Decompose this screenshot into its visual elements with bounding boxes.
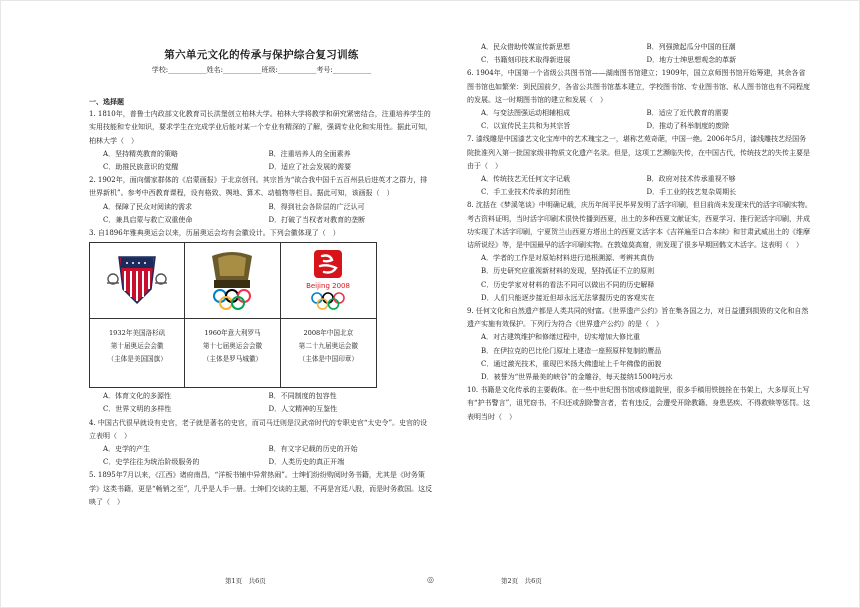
option-a[interactable]: A．体育文化的多源性 bbox=[103, 392, 172, 401]
option-d[interactable]: D．人文精神的互鉴性 bbox=[268, 405, 338, 414]
question-3: 3. 自1896年雅典奥运会以来，历届奥运会均有会徽设计。下列会徽体现了（ ） bbox=[89, 229, 340, 238]
question-10: 10. 书籍是文化传承的主要载体。在一些中世纪图书馆或修道院里，很多手稿用铁链拴在书架上，大多厚页上写有“护书警言”，诅咒窃书、不归还或刮除警言者，若有违反，会遭受开除教籍、身患恶疾、不得救赎等惩罚。这表明当时（ ） bbox=[467, 386, 811, 421]
question-9: 9. 任何文化和自然遗产都是人类共同的财富。《世界遗产公约》旨在集各国之力，对日益遭到损毁的文化和自然遗产实施有效保护。下列行为符合《世界遗产公约》的是（ ） bbox=[467, 307, 809, 329]
option-d[interactable]: D．人们只能逐步接近但却永远无法掌握历史的客观实在 bbox=[481, 293, 655, 302]
option-a[interactable]: A．与变法图强运动相辅相成 bbox=[481, 109, 571, 118]
emblem-caption: 2008年中国北京 bbox=[303, 329, 354, 338]
emblem-caption: （主体是罗马城徽） bbox=[202, 355, 263, 364]
section-heading: 一、选择题 bbox=[89, 97, 124, 106]
option-b[interactable]: B．注重培养人的全面素养 bbox=[268, 149, 351, 158]
emblem-caption: （主体是美国国旗） bbox=[107, 355, 167, 364]
option-c[interactable]: C．书籍刻印技术取得新进展 bbox=[481, 56, 571, 65]
page-number-left: 第1页 共6页 bbox=[225, 577, 266, 585]
option-a[interactable]: A．史学的产生 bbox=[103, 445, 151, 454]
emblem-caption: 第十届奥运会会徽 bbox=[110, 342, 164, 351]
option-c[interactable]: C．兼具启蒙与救亡双重使命 bbox=[103, 215, 193, 224]
question-7: 7. 漆线雕是中国漆艺文化宝库中的艺术瑰宝之一，堪称艺苑奇葩，中国一绝。2006年5月，漆线雕技艺经国务院批准列入第一批国家级非物质文化遗产名录。但是，这项工艺濒临失传，在中国古代，传统技艺的失传主要是由于（ ） bbox=[467, 135, 810, 170]
option-d[interactable]: D．适应了社会发展的需要 bbox=[268, 163, 352, 172]
emblem-cell-2008 bbox=[281, 243, 376, 387]
option-d[interactable]: D．地方士绅思想观念的革新 bbox=[646, 56, 737, 65]
option-c[interactable]: C．历史学家对材料的看法不同可以做出不同的历史解释 bbox=[481, 280, 655, 289]
rome-1960-emblem-icon bbox=[185, 243, 279, 319]
emblem-cell-1932 bbox=[90, 243, 185, 387]
question-9-options bbox=[467, 331, 812, 384]
option-c[interactable]: C．通过激光技术，重现巴米扬大佛遗址上千年佛像的面貌 bbox=[481, 359, 662, 368]
question-1: 1. 1810年，普鲁士内政部文化教育司长洪堡创立柏林大学。柏林大学将教学和研究紧密结合，注重培养学生的实用技能和专业知识，要求学生在完成学业后能对某一个专业有精深的了解，强调专业化和实用性。据此可知，柏林大学（ ） bbox=[89, 110, 432, 145]
option-d[interactable]: D．手工业的技艺复杂周期长 bbox=[646, 188, 737, 197]
option-c[interactable]: C．以宣传民主共和为其宗旨 bbox=[481, 122, 571, 131]
option-a[interactable]: A．传统技艺无任何文字记载 bbox=[481, 175, 571, 184]
option-b[interactable]: B．在伊拉克的巴比伦门原址上建造一座照原样复制的赝品 bbox=[481, 346, 662, 355]
emblem-cell-1960 bbox=[185, 243, 280, 387]
question-3-options bbox=[89, 390, 434, 416]
question-5: 5. 1895年7月以来，《江西》诸府南昌，“洋板书铺中异常热闹”。士绅们纷纷购阅时务书籍，尤其是《时务策学》这类书籍，更是“畅销之至”，几乎是人手一册。士绅们交谈的主题，不再是宫廷八股，而是时务救国。这反映了（ ） bbox=[89, 471, 433, 506]
question-8: 8. 沈括在《梦溪笔谈》中明确记载，庆历年间平民毕昇发明了活字印刷，但目前尚未发现宋代的活字印刷实物。考古资料证明，当时活字印刷术很快传播到西夏，出土的多种西夏文献证实，西夏学习、推行泥活字印刷，并成功实现了木活字印刷，宁夏贺兰山西夏方塔出土的西夏文活字本《吉祥遍至口合本续》和甘肃武威出土的《维摩诘所说经》等，是中国最早的活字印刷实物。在敦煌莫高窟，则发现了很多早期回鹘文木活字。这表明（ ） bbox=[467, 201, 812, 250]
option-d[interactable]: D．推动了科举制度的废除 bbox=[646, 122, 730, 131]
option-b[interactable]: B．有文字记载的历史的开始 bbox=[268, 445, 358, 454]
question-6-options bbox=[467, 107, 812, 133]
right-column bbox=[467, 41, 812, 424]
option-a[interactable]: A．保障了民众对阅读的需求 bbox=[103, 202, 193, 211]
option-d[interactable]: D．打破了当权者对教育的垄断 bbox=[268, 215, 366, 224]
emblem-caption: （主体是中国印章） bbox=[298, 355, 358, 364]
emblem-caption: 1960年意大利罗马 bbox=[204, 329, 261, 338]
question-1-options bbox=[89, 148, 434, 174]
option-c[interactable]: C．助推民族意识的觉醒 bbox=[103, 163, 179, 172]
option-b[interactable]: B．历史研究应重视新材料的发现，坚持孤证不立的原则 bbox=[481, 267, 655, 276]
student-info-line: 学校:___________姓名:___________班级:___________考号:___________ bbox=[151, 66, 372, 74]
question-4: 4. 中国古代很早就设有史官，老子就是著名的史官，而司马迁则是汉武帝时代的专职史官“太史令”。史官的设立表明（ ） bbox=[89, 418, 428, 440]
page-mark-icon: ◎ bbox=[427, 575, 434, 584]
option-d[interactable]: D．被誉为“世界最美的峡谷”的金雕谷，每天接纳1500吨污水 bbox=[481, 373, 673, 382]
emblem-table bbox=[89, 242, 377, 388]
option-c[interactable]: C．史学往往为统治阶级服务的 bbox=[103, 458, 200, 467]
emblem-caption: 第十七届奥运会会徽 bbox=[202, 342, 263, 351]
question-5-options bbox=[467, 41, 812, 67]
option-a[interactable]: A．学者的工作是对原始材料进行追根溯源、考辨其真伪 bbox=[481, 254, 655, 263]
page-number-right: 第2页 共6页 bbox=[501, 577, 542, 585]
option-a[interactable]: A．对古建筑维护和修缮过程中，切实增加大修比重 bbox=[481, 333, 641, 342]
option-a[interactable]: A．民众借助传媒宣传新思想 bbox=[481, 43, 571, 51]
left-column bbox=[89, 95, 434, 509]
question-4-options bbox=[89, 443, 434, 469]
question-8-options bbox=[467, 252, 812, 305]
option-b[interactable]: B．列强掀起瓜分中国的狂潮 bbox=[646, 43, 736, 51]
option-b[interactable]: B．政府对技术传承重视不够 bbox=[646, 175, 736, 184]
question-2: 2. 1902年，面向儒家群体的《启蒙画报》于北京创刊。其宗旨为“欲合我中国千五百州县后进英才之群力，排世界新机”。参考中西教育课程，设有格致、舆地、算术、动植物等栏目。据此可知，该画报（ ） bbox=[89, 176, 428, 198]
emblem-caption: 1932年美国洛杉矶 bbox=[108, 329, 166, 338]
option-b[interactable]: B．适应了近代教育的需要 bbox=[646, 109, 729, 118]
option-b[interactable]: B．不同制度的包容性 bbox=[268, 392, 337, 401]
beijing-2008-logo-text: Beijing 2008 bbox=[306, 281, 351, 290]
question-6: 6. 1904年，中国第一个省级公共图书馆——湖南图书馆建立；1909年，国立京师图书馆开始筹建，其余各省图书馆也如繁荣：到民国前夕，各省公共图书馆基本建立，学校图书馆、专业图书馆、私人图书馆也有不同程度的发展。这一时期图书馆的建立和发展（ ） bbox=[467, 69, 810, 104]
beijing-2008-emblem-icon bbox=[281, 243, 376, 319]
page-title: 第六单元文化的传承与保护综合复习训练 bbox=[164, 49, 359, 61]
question-2-options bbox=[89, 201, 434, 227]
emblem-caption: 第二十九届奥运会徽 bbox=[298, 342, 358, 351]
option-b[interactable]: B．得到社会各阶层的广泛认可 bbox=[268, 202, 365, 211]
option-d[interactable]: D．人类历史的真正开端 bbox=[268, 458, 345, 467]
la-1932-emblem-icon bbox=[90, 243, 184, 319]
option-a[interactable]: A．坚持精英教育的策略 bbox=[103, 149, 179, 158]
question-7-options bbox=[467, 173, 812, 199]
option-c[interactable]: C．世界文明的多样性 bbox=[103, 405, 172, 414]
option-c[interactable]: C．手工业技术传承的封闭性 bbox=[481, 188, 571, 197]
